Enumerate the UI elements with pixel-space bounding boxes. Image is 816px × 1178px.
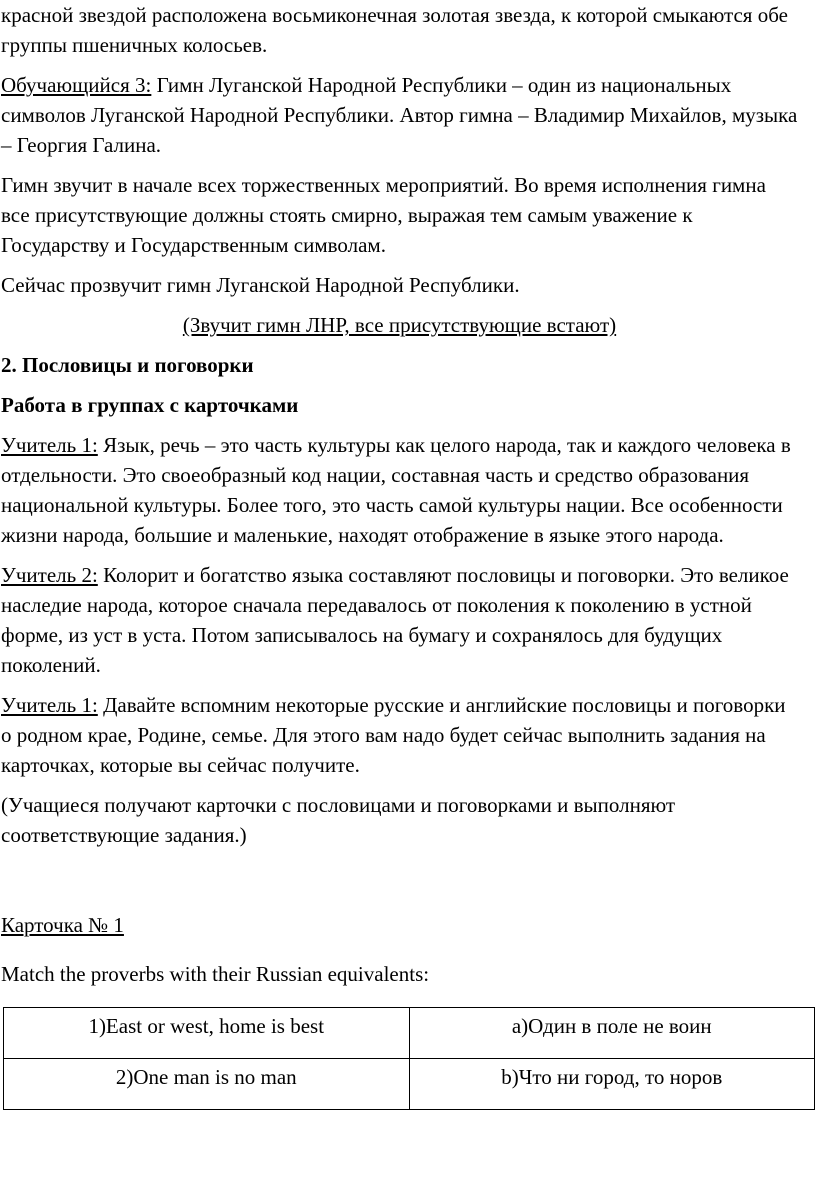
paragraph-anthem-etiquette: Гимн звучит в начале всех торжественных мероприятий. Во время исполнения гимна все присутствующие должны стоять смирно, выражая тем самым уважение к Государству и Государственным символам. [1, 173, 766, 257]
paragraph-anthem-announcement: Сейчас прозвучит гимн Луганской Народной Республики. [1, 273, 520, 297]
paragraph-teacher-proverbs [1, 560, 798, 680]
speaker-label: Учитель 1: [1, 693, 98, 717]
speaker-label: Учитель 1: [1, 433, 98, 457]
table-cell-english: 2)One man is no man [4, 1059, 410, 1110]
paragraph-teacher-task [1, 690, 798, 780]
paragraph-anthem-intro [1, 70, 798, 160]
paragraph-text: Язык, речь – это часть культуры как целого народа, так и каждого человека в отдельности. Это своеобразный код нации, составная часть и средство образования национальной культуры. Более того, это часть самой культуры нации. Все особенности жизни народа, большие и маленькие, находят отображение в языке этого народа. [1, 433, 791, 547]
paragraph-emblem-description: красной звездой расположена восьмиконечная золотая звезда, к которой смыкаются обе группы пшеничных колосьев. [1, 3, 788, 57]
proverbs-table [3, 1007, 815, 1110]
card-title: Карточка № 1 [1, 913, 124, 937]
table-cell-russian: b)Что ни город, то норов [409, 1059, 815, 1110]
subsection-heading: Работа в группах с карточками [1, 393, 299, 417]
table-row [4, 1008, 815, 1059]
blank-spacer [1, 860, 798, 910]
stage-direction: (Звучит гимн ЛНР, все присутствующие встают) [182, 313, 617, 337]
table-cell-russian: a)Один в поле не воин [409, 1008, 815, 1059]
paragraph-teacher-language [1, 430, 798, 550]
table-cell-english: 1)East or west, home is best [4, 1008, 410, 1059]
table-row [4, 1059, 815, 1110]
section-heading: 2. Пословицы и поговорки [1, 353, 254, 377]
paragraph-text: Гимн Луганской Народной Республики – один из национальных символов Луганской Народной Республики. Автор гимна – Владимир Михайлов, музыка – Георгия Галина. [1, 73, 798, 157]
paragraph-text: Колорит и богатство языка составляют пословицы и поговорки. Это великое наследие народа, которое сначала передавалось от поколения к поколению в устной форме, из уст в уста. Потом записывалось на бумагу и сохранялось для будущих поколений. [1, 563, 789, 677]
paragraph-students-action: (Учащиеся получают карточки с пословицами и поговорками и выполняют соответствующие задания.) [1, 793, 676, 847]
card-instruction: Match the proverbs with their Russian equivalents: [1, 962, 430, 986]
speaker-label: Обучающийся 3: [1, 73, 152, 97]
speaker-label: Учитель 2: [1, 563, 98, 587]
paragraph-text: Давайте вспомним некоторые русские и английские пословицы и поговорки о родном крае, Родине, семье. Для этого вам надо будет сейчас выполнить задания на карточках, которые вы сейчас получите. [1, 693, 786, 777]
